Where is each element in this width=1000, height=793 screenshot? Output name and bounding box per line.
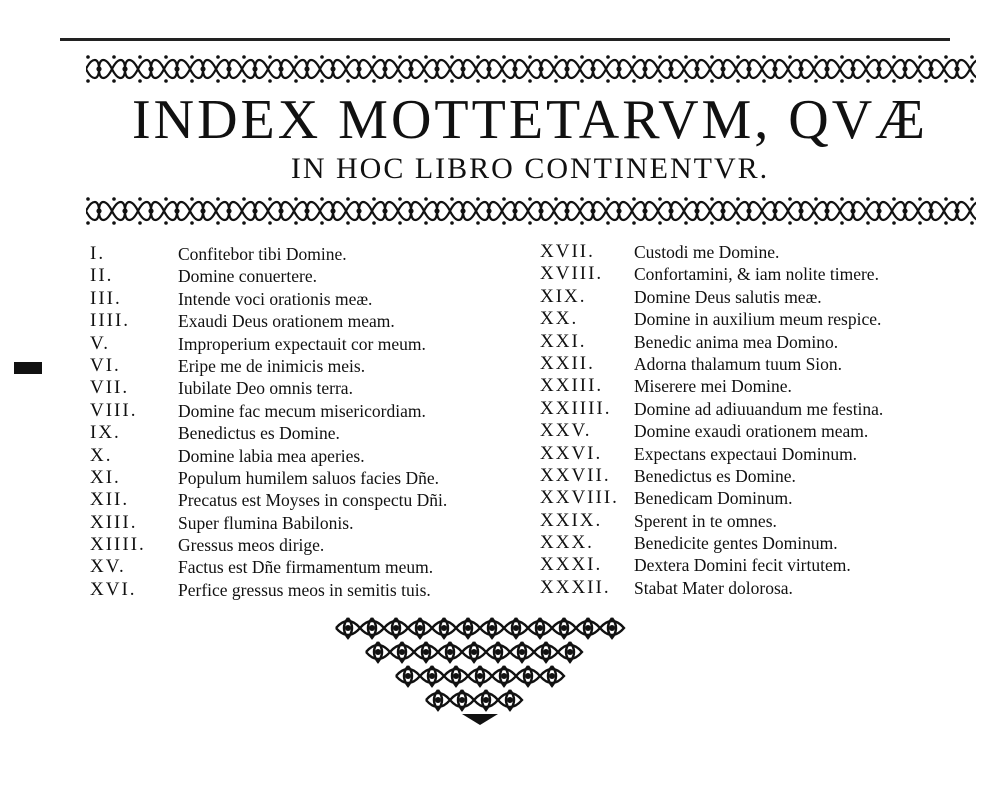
ornament-motif [736,197,762,225]
ornament-motif [580,197,606,225]
index-entry [90,310,520,332]
entry-title: Domine exaudi orationem meam. [634,421,869,442]
index-entry [540,487,960,509]
ornament-motif [492,666,516,686]
ornament-motif [552,618,576,638]
ornament-motif [474,690,498,710]
entry-title: Exaudi Deus orationem meam. [178,311,395,332]
ornament-motif [606,55,632,83]
entry-number: XXII. [540,352,595,374]
ornament-motif [372,55,398,83]
ornament-motif [540,666,564,686]
index-column-left [90,243,520,601]
ornament-motif [424,55,450,83]
entry-title: Populum humilem saluos facies Dñe. [178,467,440,488]
ornament-motif [476,197,502,225]
ornament-motif [216,197,242,225]
ornament-motif [268,197,294,225]
ornament-motif [658,55,684,83]
entry-number: XXVI. [540,442,603,464]
ornament-motif [944,197,970,225]
ornament-motif [450,690,474,710]
ornament-motif [346,55,372,83]
index-entry [90,265,520,287]
entry-title: Miserere mei Domine. [634,376,792,397]
ornament-motif [814,55,840,83]
entry-number: XXXI. [540,554,603,576]
index-entry [540,510,960,532]
ornament-motif [390,642,414,662]
ornament-motif [336,618,360,638]
entry-number: XVI. [90,578,137,600]
entry-number: XXI. [540,330,587,352]
entry-title: Domine ad adiuuandum me festina. [634,398,884,419]
entry-number: XIII. [90,511,138,533]
margin-mark [14,362,42,374]
ornament-motif [762,197,788,225]
page-title: INDEX MOTTETARVM, QVÆ [132,89,928,151]
entry-number: IIII. [90,310,131,332]
ornament-motif [970,55,976,83]
ornament-motif [554,197,580,225]
ornament-motif [502,197,528,225]
entry-number: XIX. [540,285,587,307]
ornament-band-top [86,54,976,84]
index-entry [90,243,520,265]
entry-title: Factus est Dñe firmamentum meum. [178,557,434,578]
ornament-motif [504,618,528,638]
ornament-motif [346,197,372,225]
entry-number: II. [90,265,114,287]
ornament-motif [164,55,190,83]
entry-number: VIII. [90,399,138,421]
ornament-motif [892,197,918,225]
ornament-motif [268,55,294,83]
ornament-motif [138,197,164,225]
ornament-motif [498,690,522,710]
index-entry [90,377,520,399]
entry-number: XXXII. [540,576,611,598]
ornament-motif [580,55,606,83]
entry-title: Domine Deus salutis meæ. [634,286,822,307]
ornament-motif [242,55,268,83]
entry-number: VI. [90,354,121,376]
ornament-motif [86,55,112,83]
ornament-motif [710,197,736,225]
ornament-motif [658,197,684,225]
ornament-motif [450,55,476,83]
entry-title: Perfice gressus meos in semitis tuis. [178,579,431,600]
entry-number: V. [90,332,111,354]
entry-title: Domine conuertere. [178,266,317,287]
index-entry [540,398,960,420]
entry-number: XVIII. [540,263,604,285]
ornament-motif [242,197,268,225]
index-entry [90,445,520,467]
index-entry [540,465,960,487]
entry-number: XXIIII. [540,397,612,419]
entry-title: Adorna thalamum tuum Sion. [634,353,843,374]
entry-number: XIIII. [90,534,146,556]
ornament-motif [510,642,534,662]
ornament-motif [366,642,390,662]
ornament-motif [190,197,216,225]
index-entry [90,355,520,377]
ornament-motif [480,618,504,638]
ornament-motif [528,197,554,225]
ornament-motif [112,55,138,83]
ornament-motif [684,55,710,83]
entry-title: Domine labia mea aperies. [178,445,365,466]
tailpiece-ornament [330,614,630,726]
ornament-motif [444,666,468,686]
index-entry [540,443,960,465]
index-entry [540,532,960,554]
ornament-motif [320,55,346,83]
ornament-motif [970,197,976,225]
index-entry [540,263,960,285]
ornament-motif [486,642,510,662]
index-entry [540,353,960,375]
entry-title: Gressus meos dirige. [178,535,325,556]
entry-number: XI. [90,466,121,488]
index-entry [540,554,960,576]
ornament-motif [456,618,480,638]
ornament-motif [396,666,420,686]
entry-title: Domine in auxilium meum respice. [634,309,882,330]
ornament-motif [892,55,918,83]
entry-title: Dextera Domini fecit virtutem. [634,555,851,576]
index-entry [90,556,520,578]
index-entry [90,579,520,601]
ornament-motif [534,642,558,662]
page-subtitle: IN HOC LIBRO CONTINENTVR. [290,152,770,185]
index-entry [90,288,520,310]
ornament-motif [216,55,242,83]
ornament-motif [112,197,138,225]
ornament-motif [408,618,432,638]
ornament-motif [384,618,408,638]
ornament-band-middle [86,196,976,226]
ornament-motif [414,642,438,662]
ornament-motif [432,618,456,638]
index-entry [90,512,520,534]
entry-number: I. [90,243,106,264]
ornament-motif [814,197,840,225]
index-entry [540,577,960,599]
index-entry [90,534,520,556]
ornament-motif [424,197,450,225]
ornament-motif [372,197,398,225]
ornament-motif [762,55,788,83]
ornament-motif [398,197,424,225]
ornament-motif [944,55,970,83]
ornament-motif [138,55,164,83]
ornament-motif [918,197,944,225]
entry-number: XX. [540,308,579,330]
ornament-motif [606,197,632,225]
entry-number: VII. [90,377,130,399]
ornament-motif [710,55,736,83]
ornament-motif [684,197,710,225]
entry-title: Improperium expectauit cor meum. [178,333,426,354]
ornament-motif [600,618,624,638]
ornament-motif [468,666,492,686]
ornament-motif [576,618,600,638]
entry-title: Intende voci orationis meæ. [178,288,373,309]
index-column-right [540,241,960,599]
index-entry [540,420,960,442]
index-entry [540,286,960,308]
ornament-motif [866,197,892,225]
ornament-motif [632,55,658,83]
ornament-motif [294,197,320,225]
index-entry [90,489,520,511]
entry-number: XVII. [540,241,595,262]
ornament-motif [840,197,866,225]
index-entry [90,333,520,355]
entry-title: Precatus est Moyses in conspectu Dñi. [178,490,448,511]
ornament-motif [476,55,502,83]
entry-number: III. [90,287,122,309]
ornament-motif [866,55,892,83]
ornament-motif [840,55,866,83]
entry-number: XXVII. [540,464,611,486]
ornament-motif [164,197,190,225]
ornament-motif [736,55,762,83]
entry-number: XXV. [540,420,592,442]
entry-title: Benedicite gentes Dominum. [634,533,838,554]
entry-title: Iubilate Deo omnis terra. [178,378,353,399]
ornament-motif [554,55,580,83]
ornament-motif [450,197,476,225]
ornament-motif [918,55,944,83]
entry-title: Super flumina Babilonis. [178,512,354,533]
entry-number: XXVIII. [540,487,619,509]
ornament-motif [320,197,346,225]
ornament-motif [788,197,814,225]
ornament-motif [528,618,552,638]
entry-number: XXX. [540,532,594,554]
entry-title: Expectans expectaui Dominum. [634,443,858,464]
top-rule [60,38,950,41]
ornament-motif [558,642,582,662]
entry-number: X. [90,444,113,466]
entry-title: Sperent in te omnes. [634,510,777,531]
index-entry [540,375,960,397]
entry-title: Benedictus es Domine. [178,423,340,444]
index-entry [540,308,960,330]
ornament-motif [420,666,444,686]
ornament-motif [788,55,814,83]
ornament-motif [426,690,450,710]
entry-number: XII. [90,489,130,511]
entry-title: Confortamini, & iam nolite timere. [634,264,879,285]
tailpiece-tip [462,714,498,725]
index-entry [540,241,960,263]
entry-number: XXIII. [540,375,604,397]
entry-number: IX. [90,422,121,444]
ornament-motif [502,55,528,83]
ornament-motif [632,197,658,225]
entry-title: Custodi me Domine. [634,242,780,262]
ornament-motif [190,55,216,83]
ornament-motif [438,642,462,662]
ornament-motif [462,642,486,662]
entry-title: Stabat Mater dolorosa. [634,577,793,598]
index-entry [90,467,520,489]
ornament-motif [294,55,320,83]
ornament-motif [528,55,554,83]
entry-title: Eripe me de inimicis meis. [178,355,366,376]
index-entry [90,400,520,422]
entry-title: Benedic anima mea Domino. [634,331,839,352]
ornament-motif [516,666,540,686]
entry-title: Benedictus es Domine. [634,465,796,486]
entry-title: Confitebor tibi Domine. [178,244,347,264]
entry-title: Benedicam Dominum. [634,488,793,509]
ornament-motif [360,618,384,638]
ornament-motif [398,55,424,83]
entry-number: XV. [90,556,126,578]
index-entry [90,422,520,444]
ornament-motif [86,197,112,225]
entry-title: Domine fac mecum misericordiam. [178,400,426,421]
index-entry [540,331,960,353]
entry-number: XXIX. [540,509,603,531]
